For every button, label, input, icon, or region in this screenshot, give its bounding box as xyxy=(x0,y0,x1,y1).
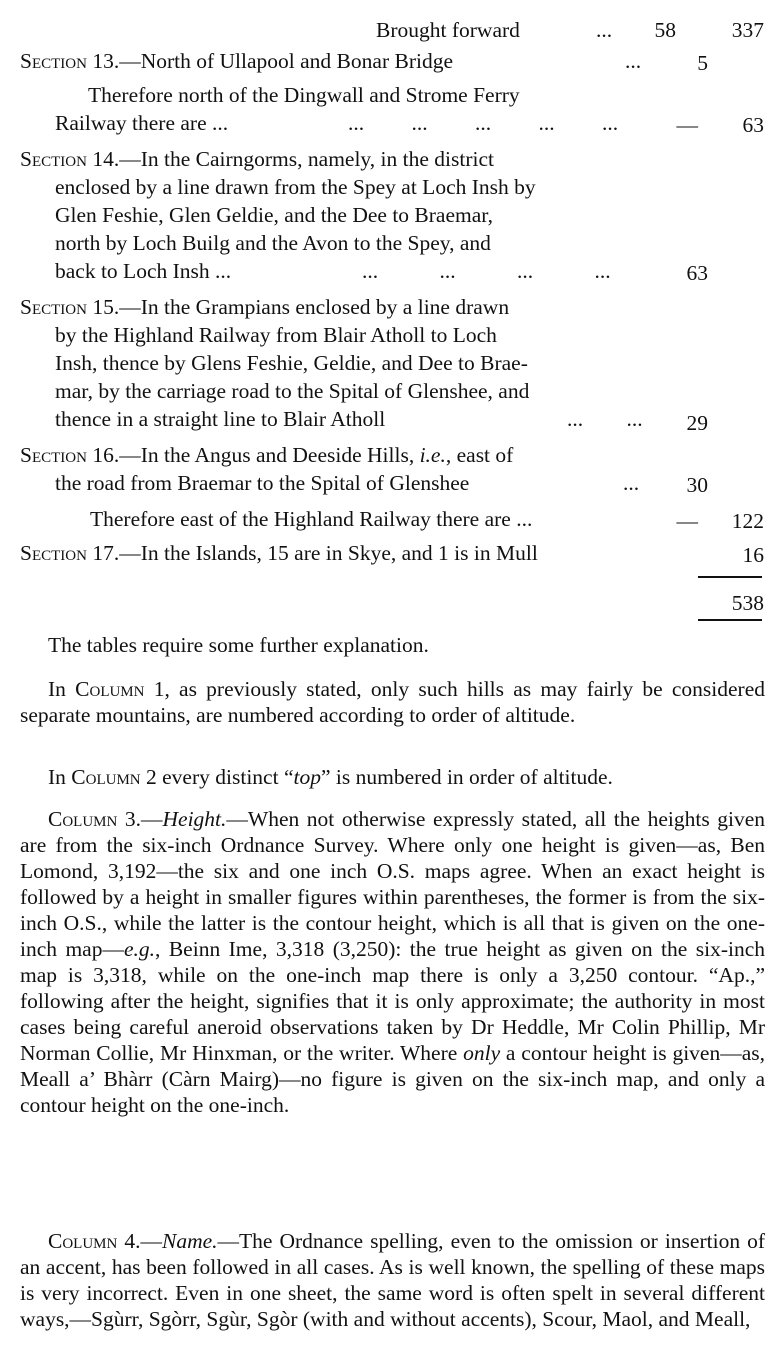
section-16-num: 16 xyxy=(92,443,114,467)
brought-forward-col1: 58 xyxy=(654,18,676,42)
section-15-num: 15 xyxy=(92,295,114,319)
therefore-north-line2: Railway there are ... xyxy=(55,111,229,135)
section-16-ie: i.e. xyxy=(419,443,446,467)
section-15-col1: 29 xyxy=(686,411,708,435)
section-16-col1: 30 xyxy=(686,473,708,497)
section-14-line4: north by Loch Builg and the Avon to the Spey, and xyxy=(55,231,491,255)
section-15-line4: mar, by the carriage road to the Spital of Glenshee, and xyxy=(55,379,530,403)
section-13-line xyxy=(20,48,453,74)
section-17-line xyxy=(20,540,538,566)
therefore-north-col2: 63 xyxy=(742,113,764,137)
section-15-line5: thence in a straight line to Blair Atholl xyxy=(55,407,386,431)
section-14-line3: Glen Feshie, Glen Geldie, and the Dee to Braemar, xyxy=(55,203,493,227)
section-17-text: .—In the Islands, 15 are in Skye, and 1 is in Mull xyxy=(113,541,538,565)
paragraph-column-2: In Column 2 every distinct “top” is numbered in order of altitude. xyxy=(48,765,613,789)
brought-forward-dots: ... xyxy=(596,18,613,42)
section-14-num: 14 xyxy=(92,147,114,171)
section-15-dots: ... ... xyxy=(567,407,643,431)
section-16-text1a: .—In the Angus and Deeside Hills, xyxy=(113,443,420,467)
section-16-line1 xyxy=(20,442,513,468)
section-14-head: Section xyxy=(20,147,87,171)
section-13-text: .—North of Ullapool and Bonar Bridge xyxy=(113,49,453,73)
section-15-head: Section xyxy=(20,295,87,319)
paragraph-column-1: In Column 1, as previously stated, only such hills as may fairly be considered separate mountains, are numbered according to order of altitude. xyxy=(20,677,765,727)
section-14-line1 xyxy=(20,146,494,172)
brought-forward-col2: 337 xyxy=(731,18,764,42)
section-13-head: Section xyxy=(20,49,87,73)
section-17-head: Section xyxy=(20,541,87,565)
section-14-line5: back to Loch Insh ... xyxy=(55,259,232,283)
total-rule-bottom xyxy=(698,619,762,621)
therefore-east-col1: — xyxy=(676,509,698,533)
section-14-text1: .—In the Cairngorms, namely, in the district xyxy=(113,147,494,171)
paragraph-column-3-height: Column 3.—Height.—When not otherwise expressly stated, all the heights given are from the six-inch Ordnance Survey. Where only one height is given—as, Ben Lomond, 3,192—the six and one inch O.S. maps agree. When an exact height is followed by a height in smaller figures within parentheses, the former is from the six-inch O.S., while the latter is the contour height, which is all that is given on the one-inch map—e.g., Beinn Ime, 3,318 (3,250): the true height as given on the six-inch map is 3,318, while on the one-inch map there is only a 3,250 contour. “Ap.,” following after the height, signifies that it is only approximate; the authority in most cases being careful aneroid observations taken by Dr Heddle, Mr Colin Phillip, Mr Norman Collie, Mr Hinxman, or the writer. Where only a contour height is given—as, Meall a’ Bhàrr (Càrn Mairg)—no figure is given on the six-inch map, and only a contour height on the one-inch. xyxy=(20,807,766,1117)
section-15-line3: Insh, thence by Glens Feshie, Geldie, and Dee to Brae- xyxy=(55,351,528,375)
section-16-dots: ... xyxy=(623,471,640,495)
section-16-text1c: , east of xyxy=(445,443,514,467)
section-17-num: 17 xyxy=(92,541,114,565)
total-value: 538 xyxy=(731,591,764,615)
section-14-line2: enclosed by a line drawn from the Spey at Loch Insh by xyxy=(55,175,536,199)
section-13-dots: ... xyxy=(625,49,642,73)
therefore-north-dots: ... ... ... ... ... xyxy=(348,111,619,135)
section-16-line2: the road from Braemar to the Spital of Glenshee xyxy=(55,471,470,495)
therefore-east-col2: 122 xyxy=(731,509,764,533)
brought-forward-label: Brought forward xyxy=(376,18,520,42)
therefore-north-line1: Therefore north of the Dingwall and Strome Ferry xyxy=(88,83,520,107)
section-14-dots: ... ... ... ... xyxy=(362,259,611,283)
section-14-col1: 63 xyxy=(686,261,708,285)
section-13-col1: 5 xyxy=(697,51,708,75)
paragraph-intro: The tables require some further explanation. xyxy=(48,633,429,657)
section-17-col2: 16 xyxy=(742,543,764,567)
section-15-line1 xyxy=(20,294,509,320)
section-13-num: 13 xyxy=(92,49,114,73)
section-15-text1: .—In the Grampians enclosed by a line drawn xyxy=(113,295,510,319)
therefore-north-col1: — xyxy=(676,113,698,137)
therefore-east-text: Therefore east of the Highland Railway there are ... xyxy=(90,507,533,531)
paragraph-column-4-name: Column 4.—Name.—The Ordnance spelling, even to the omission or insertion of an accent, has been followed in all cases. As is well known, the spelling of these maps is very incorrect. Even in one sheet, the same word is often spelt in several different ways,—Sgùrr, Sgòrr, Sgùr, Sgòr (with and without accents), Scour, Maol, and Meall, xyxy=(20,1229,766,1331)
section-16-head: Section xyxy=(20,443,87,467)
total-rule-top xyxy=(698,576,762,578)
section-15-line2: by the Highland Railway from Blair Atholl to Loch xyxy=(55,323,497,347)
